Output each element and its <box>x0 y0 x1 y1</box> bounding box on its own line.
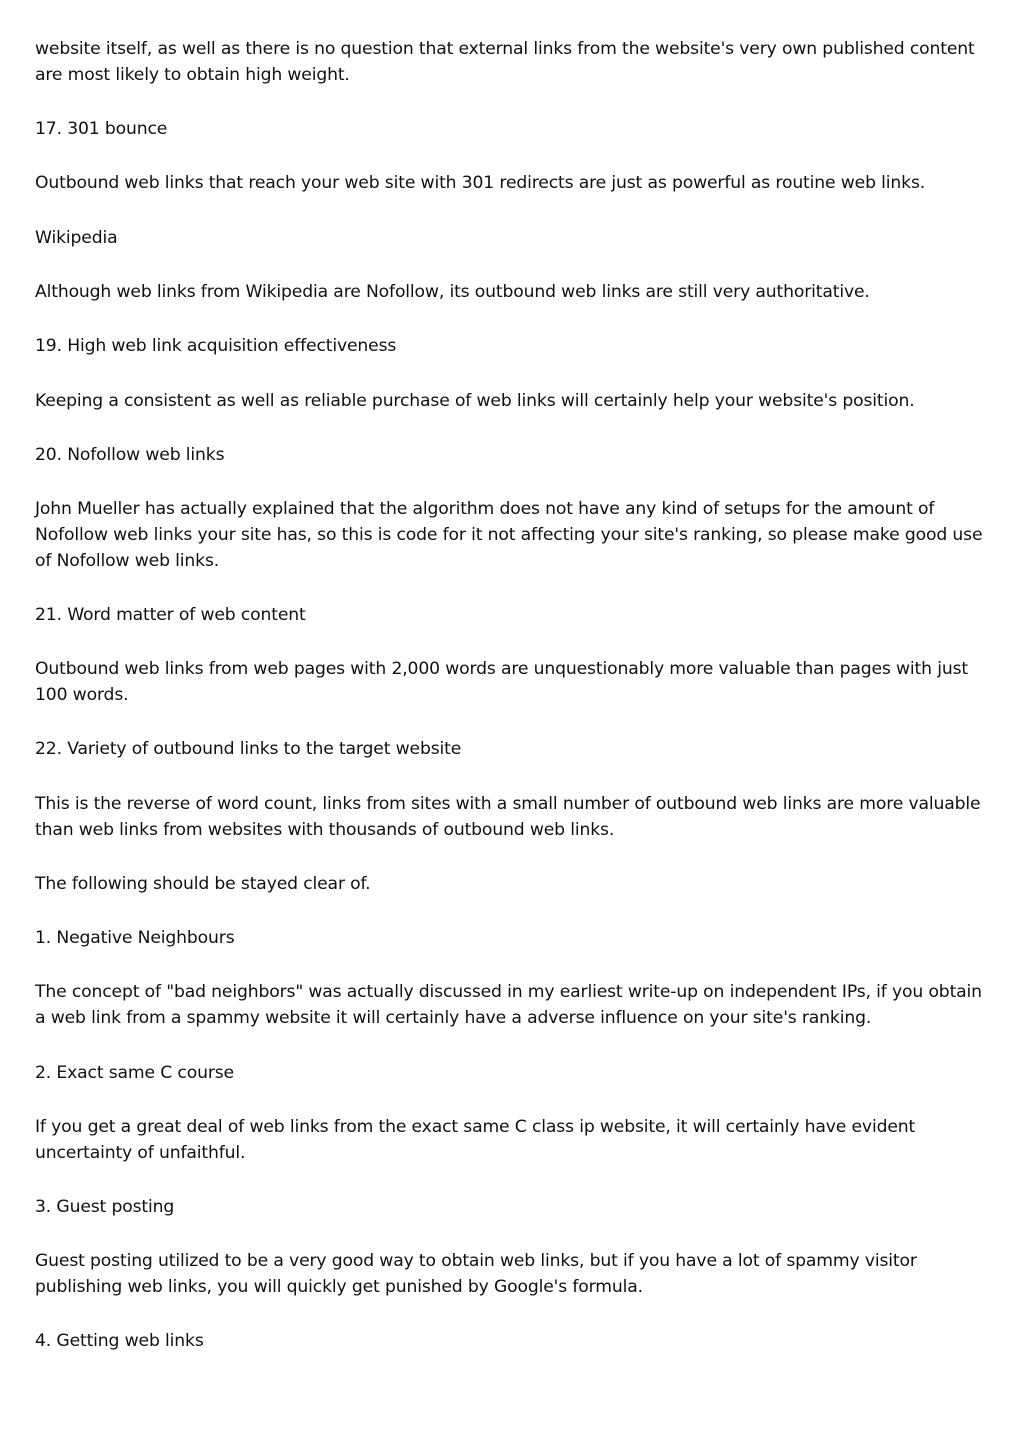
paragraph-acquisition: Keeping a consistent as well as reliable purchase of web links will certainly help your website's position. <box>35 390 915 411</box>
paragraph-nofollow: John Mueller has actually explained that the algorithm does not have any kind of setups for the amount of Nofollow web links your site has, so this is code for it not affecting your site's ranking, so please make good use of Nofollow web links. <box>35 499 983 571</box>
heading-getting-links: 4. Getting web links <box>35 1331 204 1352</box>
heading-acquisition-effectiveness: 19. High web link acquisition effectiveness <box>35 336 397 357</box>
heading-wikipedia: Wikipedia <box>35 227 118 248</box>
heading-301-bounce: 17. 301 bounce <box>35 119 168 140</box>
paragraph-guest-posting: Guest posting utilized to be a very good way to obtain web links, but if you have a lot of spammy visitor publishing web links, you will quickly get punished by Google's formula. <box>35 1251 917 1298</box>
paragraph-word-count: Outbound web links from web pages with 2,000 words are unquestionably more valuable than pages with just 100 words. <box>35 659 968 706</box>
heading-nofollow: 20. Nofollow web links <box>35 444 225 465</box>
paragraph-negative-neighbours: The concept of "bad neighbors" was actually discussed in my earliest write-up on independent IPs, if you obtain a web link from a spammy website it will certainly have a adverse influence on your site's ranking. <box>35 982 982 1029</box>
paragraph-avoid-intro: The following should be stayed clear of. <box>35 873 371 894</box>
heading-negative-neighbours: 1. Negative Neighbours <box>35 928 235 949</box>
paragraph-c-class: If you get a great deal of web links from the exact same C class ip website, it will certainly have evident uncertainty of unfaithful. <box>35 1116 916 1163</box>
paragraph-continuation: website itself, as well as there is no question that external links from the website's very own published content are most likely to obtain high weight. <box>35 39 975 85</box>
heading-outbound-variety: 22. Variety of outbound links to the target website <box>35 739 462 760</box>
document-page <box>35 37 995 1384</box>
heading-c-course: 2. Exact same C course <box>35 1062 234 1083</box>
heading-word-count: 21. Word matter of web content <box>35 605 306 626</box>
paragraph-301-redirects: Outbound web links that reach your web site with 301 redirects are just as powerful as routine web links. <box>35 173 926 194</box>
paragraph-wikipedia: Although web links from Wikipedia are Nofollow, its outbound web links are still very authoritative. <box>35 281 870 302</box>
paragraph-outbound-variety: This is the reverse of word count, links from sites with a small number of outbound web links are more valuable than web links from websites with thousands of outbound web links. <box>35 793 981 840</box>
heading-guest-posting: 3. Guest posting <box>35 1196 175 1217</box>
